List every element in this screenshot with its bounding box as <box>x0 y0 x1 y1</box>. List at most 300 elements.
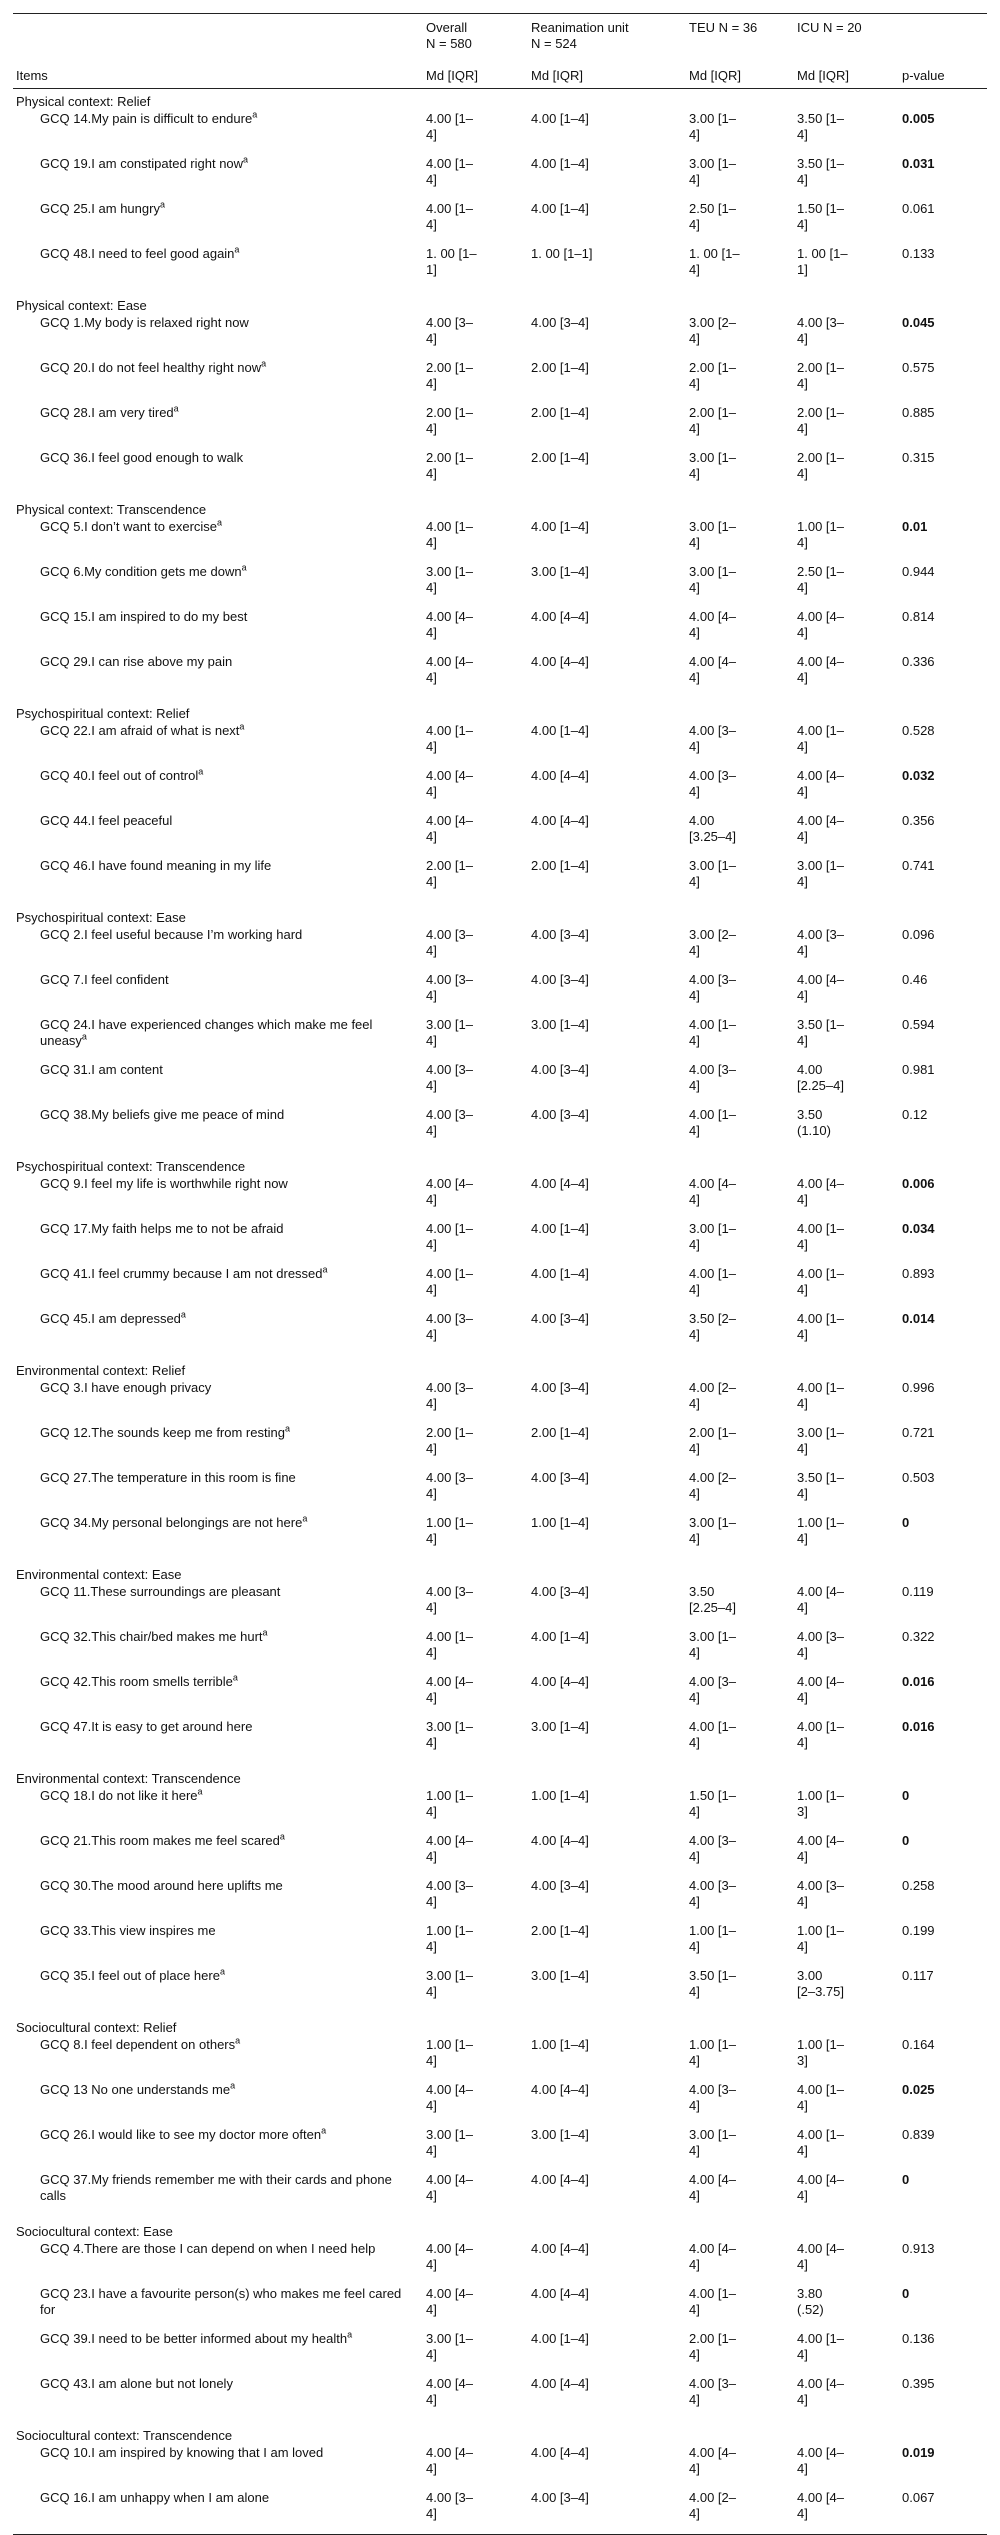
item-text: GCQ 33.This view inspires me <box>40 1923 216 1938</box>
icu-cell: 4.00 [2.25–4] <box>797 1062 844 1093</box>
item-cell <box>13 608 423 653</box>
item-text: GCQ 43.I am alone but not lonely <box>40 2376 233 2391</box>
reanimation-cell: 4.00 [3–4] <box>531 315 589 330</box>
p-value-cell: 0 <box>902 2172 910 2187</box>
item-cell <box>13 518 423 563</box>
table-row <box>13 1220 987 1265</box>
footnote-marker: a <box>159 199 165 210</box>
p-value-cell: 0.528 <box>902 723 935 738</box>
section-header-row <box>13 2216 987 2240</box>
footnote-marker: a <box>217 517 223 528</box>
footnote-marker: a <box>243 154 249 165</box>
overall-cell: 4.00 [1– 4] <box>426 723 473 754</box>
overall-cell: 4.00 [3– 4] <box>426 1062 473 1093</box>
teu-cell: 3.00 [1– 4] <box>689 111 736 142</box>
teu-cell: 4.00 [3.25–4] <box>689 813 736 844</box>
reanimation-cell: 4.00 [3–4] <box>531 1062 589 1077</box>
icu-cell: 4.00 [3– 4] <box>797 1629 844 1660</box>
overall-cell: 1.00 [1– 4] <box>426 2037 473 2068</box>
table-header <box>13 14 987 89</box>
item-text: GCQ 16.I am unhappy when I am alone <box>40 2490 270 2505</box>
item-cell <box>13 2375 423 2420</box>
item-cell <box>13 1424 423 1469</box>
reanimation-cell: 4.00 [3–4] <box>531 972 589 987</box>
item-text: GCQ 17.My faith helps me to not be afraid <box>40 1221 284 1236</box>
p-value-cell: 0.034 <box>902 1221 935 1236</box>
footnote-marker: a <box>230 2080 236 2091</box>
teu-cell: 3.50 [1– 4] <box>689 1968 736 1999</box>
footnote-marker: a <box>262 1627 268 1638</box>
section-title: Sociocultural context: Relief <box>16 2020 177 2035</box>
teu-cell: 4.00 [3– 4] <box>689 1062 736 1093</box>
table-row <box>13 971 987 1016</box>
overall-cell: 4.00 [3– 4] <box>426 1107 473 1138</box>
item-cell <box>13 2330 423 2375</box>
item-text: GCQ 26.I would like to see my doctor more often <box>40 2127 322 2142</box>
table-row <box>13 155 987 200</box>
item-cell <box>13 1175 423 1220</box>
icu-cell: 4.00 [4– 4] <box>797 2241 844 2272</box>
teu-cell: 4.00 [1– 4] <box>689 1017 736 1048</box>
table-body <box>13 89 987 2535</box>
icu-cell: 4.00 [4– 4] <box>797 972 844 1003</box>
table-row <box>13 722 987 767</box>
teu-cell: 4.00 [3– 4] <box>689 768 736 799</box>
overall-cell: 4.00 [4– 4] <box>426 1833 473 1864</box>
teu-cell: 4.00 [4– 4] <box>689 2241 736 2272</box>
item-text: GCQ 23.I have a favourite person(s) who makes me feel cared for <box>40 2286 402 2317</box>
p-value-cell: 0.12 <box>902 1107 928 1122</box>
reanimation-cell: 1.00 [1–4] <box>531 1788 589 1803</box>
overall-cell: 4.00 [3– 4] <box>423 2489 528 2535</box>
reanimation-cell: 2.00 [1–4] <box>531 360 589 375</box>
item-cell <box>13 971 423 1016</box>
icu-cell: 4.00 [4– 4] <box>797 2445 844 2476</box>
reanimation-cell: 4.00 [3–4] <box>531 1311 589 1326</box>
reanimation-cell: 4.00 [1–4] <box>531 111 589 126</box>
item-text: GCQ 9.I feel my life is worthwhile right now <box>40 1176 288 1191</box>
icu-cell: 1.00 [1– 3] <box>797 2037 844 2068</box>
item-cell <box>13 1220 423 1265</box>
overall-cell: 4.00 [4– 4] <box>426 609 473 640</box>
footnote-marker: a <box>197 1786 203 1797</box>
overall-cell: 4.00 [1– 4] <box>426 156 473 187</box>
teu-cell: 3.00 [1– 4] <box>689 1221 736 1252</box>
header-teu: TEU N = 36 <box>686 14 794 63</box>
icu-cell: 4.00 [3– 4] <box>797 1878 844 1909</box>
section-title: Physical context: Transcendence <box>16 502 207 517</box>
p-value-cell: 0.006 <box>902 1176 935 1191</box>
overall-cell: 4.00 [3– 4] <box>426 1311 473 1342</box>
overall-cell: 4.00 [3– 4] <box>426 1878 473 1909</box>
table-row <box>13 1379 987 1424</box>
overall-cell: 3.00 [1– 4] <box>426 1719 473 1750</box>
section-header-row <box>13 1763 987 1787</box>
p-value-cell: 0.067 <box>899 2489 987 2535</box>
p-value-cell: 0.014 <box>902 1311 935 1326</box>
item-cell <box>13 1265 423 1310</box>
reanimation-cell: 2.00 [1–4] <box>531 450 589 465</box>
footnote-marker: a <box>232 1672 238 1683</box>
overall-cell: 4.00 [1– 4] <box>426 111 473 142</box>
item-cell <box>13 2240 423 2285</box>
item-cell <box>13 1718 423 1763</box>
item-cell <box>13 155 423 200</box>
overall-cell: 3.00 [1– 4] <box>426 2331 473 2362</box>
teu-cell: 3.00 [1– 4] <box>689 1629 736 1660</box>
overall-cell: 4.00 [4– 4] <box>426 2445 473 2476</box>
teu-cell: 4.00 [4– 4] <box>689 609 736 640</box>
overall-cell: 3.00 [1– 4] <box>426 1017 473 1048</box>
icu-cell: 3.50 [1– 4] <box>797 111 844 142</box>
p-value-cell: 0.025 <box>902 2082 935 2097</box>
icu-cell: 4.00 [1– 4] <box>797 1221 844 1252</box>
reanimation-cell: 4.00 [4–4] <box>531 768 589 783</box>
icu-cell: 4.00 [1– 4] <box>797 2127 844 2158</box>
table-row <box>13 2126 987 2171</box>
item-text: GCQ 29.I can rise above my pain <box>40 654 233 669</box>
reanimation-cell: 2.00 [1–4] <box>531 1923 589 1938</box>
item-cell <box>13 812 423 857</box>
teu-cell: 4.00 [2– 4] <box>686 2489 794 2535</box>
p-value-cell: 0.996 <box>902 1380 935 1395</box>
p-value-cell: 0.741 <box>902 858 935 873</box>
icu-cell: 1.00 [1– 4] <box>797 1923 844 1954</box>
teu-cell: 1.00 [1– 4] <box>689 1923 736 1954</box>
icu-cell: 3.50 [1– 4] <box>797 156 844 187</box>
item-text: GCQ 41.I feel crummy because I am not dressed <box>40 1266 323 1281</box>
p-value-cell: 0.839 <box>902 2127 935 2142</box>
item-text: GCQ 32.This chair/bed makes me hurt <box>40 1629 263 1644</box>
overall-cell: 4.00 [4– 4] <box>426 654 473 685</box>
teu-cell: 4.00 [1– 4] <box>689 1266 736 1297</box>
table-row <box>13 2036 987 2081</box>
icu-cell: 4.00 [3– 4] <box>797 927 844 958</box>
icu-cell: 4.00 [1– 4] <box>797 723 844 754</box>
p-value-cell: 0.594 <box>902 1017 935 1032</box>
header-overall: Overall N = 580 <box>423 14 528 63</box>
reanimation-cell: 4.00 [1–4] <box>531 1629 589 1644</box>
section-header-row <box>13 1559 987 1583</box>
p-value-cell: 0.503 <box>902 1470 935 1485</box>
item-text: GCQ 8.I feel dependent on others <box>40 2037 236 2052</box>
item-cell <box>13 1106 423 1151</box>
footnote-marker: a <box>321 2125 327 2136</box>
item-text: GCQ 25.I am hungry <box>40 201 160 216</box>
section-header-row <box>13 698 987 722</box>
p-value-cell: 0.031 <box>902 156 935 171</box>
item-text: GCQ 13 No one understands me <box>40 2082 231 2097</box>
icu-cell: 1.00 [1– 4] <box>797 519 844 550</box>
overall-cell: 1.00 [1– 4] <box>426 1923 473 1954</box>
item-cell <box>13 1514 423 1559</box>
footnote-marker: a <box>173 403 179 414</box>
header-items: Items <box>13 62 423 89</box>
p-value-cell: 0.061 <box>902 201 935 216</box>
overall-cell: 2.00 [1– 4] <box>426 405 473 436</box>
teu-cell: 4.00 [3– 4] <box>689 2082 736 2113</box>
p-value-cell: 0.981 <box>902 1062 935 1077</box>
item-cell <box>13 1583 423 1628</box>
teu-cell: 4.00 [1– 4] <box>689 1107 736 1138</box>
table-row <box>13 926 987 971</box>
icu-cell: 4.00 [4– 4] <box>797 1176 844 1207</box>
item-text: GCQ 15.I am inspired to do my best <box>40 609 248 624</box>
reanimation-cell: 4.00 [4–4] <box>531 654 589 669</box>
icu-cell: 1.00 [1– 3] <box>797 1788 844 1819</box>
icu-cell: 4.00 [1– 4] <box>797 1311 844 1342</box>
footnote-marker: a <box>234 244 240 255</box>
item-cell <box>13 2081 423 2126</box>
table-row <box>13 1106 987 1151</box>
reanimation-cell: 4.00 [3–4] <box>531 1878 589 1893</box>
teu-cell: 4.00 [4– 4] <box>689 1176 736 1207</box>
section-title: Environmental context: Ease <box>16 1567 182 1582</box>
item-text: GCQ 20.I do not feel healthy right now <box>40 360 262 375</box>
icu-cell: 1. 00 [1– 1] <box>797 246 848 277</box>
table-row <box>13 404 987 449</box>
table-row <box>13 1265 987 1310</box>
table-row <box>13 767 987 812</box>
item-text: GCQ 36.I feel good enough to walk <box>40 450 244 465</box>
table-row <box>13 1877 987 1922</box>
gcq-results-table <box>13 13 987 2535</box>
reanimation-cell: 2.00 [1–4] <box>531 1425 589 1440</box>
table-row <box>13 2240 987 2285</box>
reanimation-cell: 2.00 [1–4] <box>531 858 589 873</box>
p-value-cell: 0.356 <box>902 813 935 828</box>
overall-cell: 3.00 [1– 4] <box>426 2127 473 2158</box>
overall-cell: 3.00 [1– 4] <box>426 1968 473 1999</box>
overall-cell: 4.00 [1– 4] <box>426 519 473 550</box>
item-text: GCQ 30.The mood around here uplifts me <box>40 1878 283 1893</box>
table-row <box>13 1469 987 1514</box>
item-cell <box>13 1628 423 1673</box>
teu-cell: 3.00 [1– 4] <box>689 858 736 889</box>
icu-cell: 2.00 [1– 4] <box>797 405 844 436</box>
p-value-cell: 0.336 <box>902 654 935 669</box>
reanimation-cell: 4.00 [1–4] <box>531 156 589 171</box>
footnote-marker: a <box>261 358 267 369</box>
reanimation-cell: 4.00 [3–4] <box>528 2489 686 2535</box>
icu-cell: 4.00 [4– 4] <box>797 1674 844 1705</box>
header-md-reanimation: Md [IQR] <box>528 62 686 89</box>
footnote-marker: a <box>252 109 258 120</box>
overall-cell: 4.00 [3– 4] <box>426 1584 473 1615</box>
table-row <box>13 110 987 155</box>
section-title: Environmental context: Transcendence <box>16 1771 241 1786</box>
overall-cell: 4.00 [3– 4] <box>426 927 473 958</box>
teu-cell: 4.00 [3– 4] <box>689 1878 736 1909</box>
teu-cell: 4.00 [3– 4] <box>689 723 736 754</box>
header-reanimation: Reanimation unit N = 524 <box>528 14 686 63</box>
item-cell <box>13 563 423 608</box>
overall-cell: 1.00 [1– 4] <box>426 1788 473 1819</box>
p-value-cell: 0.315 <box>902 450 935 465</box>
item-text: GCQ 7.I feel confident <box>40 972 169 987</box>
reanimation-cell: 4.00 [1–4] <box>531 2331 589 2346</box>
reanimation-cell: 3.00 [1–4] <box>531 564 589 579</box>
p-value-cell: 0.885 <box>902 405 935 420</box>
footnote-marker: a <box>279 1831 285 1842</box>
overall-cell: 4.00 [4– 4] <box>426 768 473 799</box>
table-row <box>13 359 987 404</box>
overall-cell: 4.00 [3– 4] <box>426 1380 473 1411</box>
reanimation-cell: 4.00 [1–4] <box>531 201 589 216</box>
item-cell <box>13 1469 423 1514</box>
table-row <box>13 1310 987 1355</box>
overall-cell: 4.00 [4– 4] <box>426 2286 473 2317</box>
p-value-cell: 0 <box>902 1788 910 1803</box>
item-cell <box>13 1061 423 1106</box>
icu-cell: 3.00 [1– 4] <box>797 1425 844 1456</box>
teu-cell: 3.00 [1– 4] <box>689 156 736 187</box>
overall-cell: 4.00 [4– 4] <box>426 1674 473 1705</box>
icu-cell: 1.00 [1– 4] <box>797 1515 844 1546</box>
icu-cell: 3.50 (1.10) <box>797 1107 831 1138</box>
table-row <box>13 1628 987 1673</box>
item-cell <box>13 2036 423 2081</box>
item-cell <box>13 926 423 971</box>
header-icu: ICU N = 20 <box>794 14 899 63</box>
overall-cell: 3.00 [1– 4] <box>426 564 473 595</box>
item-cell <box>13 767 423 812</box>
reanimation-cell: 4.00 [4–4] <box>531 2286 589 2301</box>
icu-cell: 4.00 [1– 4] <box>797 2082 844 2113</box>
item-cell <box>13 1922 423 1967</box>
results-table-container <box>13 13 987 2535</box>
reanimation-cell: 4.00 [4–4] <box>531 2082 589 2097</box>
section-title: Physical context: Relief <box>16 94 151 109</box>
section-header-row <box>13 902 987 926</box>
teu-cell: 3.50 [2.25–4] <box>689 1584 736 1615</box>
teu-cell: 1. 00 [1– 4] <box>689 246 740 277</box>
section-header-row <box>13 290 987 314</box>
table-row <box>13 563 987 608</box>
section-header-row <box>13 89 987 111</box>
teu-cell: 3.00 [1– 4] <box>689 450 736 481</box>
overall-cell: 4.00 [1– 4] <box>426 1629 473 1660</box>
icu-cell: 2.00 [1– 4] <box>797 360 844 391</box>
teu-cell: 2.00 [1– 4] <box>689 360 736 391</box>
reanimation-cell: 4.00 [3–4] <box>531 1470 589 1485</box>
table-row <box>13 608 987 653</box>
table-row <box>13 1718 987 1763</box>
header-blank <box>13 14 423 63</box>
reanimation-cell: 4.00 [4–4] <box>531 813 589 828</box>
table-row <box>13 1016 987 1061</box>
p-value-cell: 0.164 <box>902 2037 935 2052</box>
overall-cell: 4.00 [4– 4] <box>426 2172 473 2203</box>
p-value-cell: 0 <box>902 2286 910 2301</box>
table-row <box>13 1673 987 1718</box>
reanimation-cell: 4.00 [4–4] <box>531 1674 589 1689</box>
item-text: GCQ 44.I feel peaceful <box>40 813 173 828</box>
icu-cell: 2.00 [1– 4] <box>797 450 844 481</box>
overall-cell: 1.00 [1– 4] <box>426 1515 473 1546</box>
reanimation-cell: 4.00 [1–4] <box>531 1221 589 1236</box>
header-md-icu: Md [IQR] <box>794 62 899 89</box>
teu-cell: 4.00 [2– 4] <box>689 1470 736 1501</box>
reanimation-cell: 4.00 [4–4] <box>531 2445 589 2460</box>
icu-cell: 3.50 [1– 4] <box>797 1470 844 1501</box>
item-text: GCQ 27.The temperature in this room is fine <box>40 1470 296 1485</box>
reanimation-cell: 4.00 [4–4] <box>531 1833 589 1848</box>
overall-cell: 4.00 [3– 4] <box>426 972 473 1003</box>
reanimation-cell: 4.00 [4–4] <box>531 1176 589 1191</box>
overall-cell: 1. 00 [1– 1] <box>426 246 477 277</box>
footnote-marker: a <box>322 1264 328 1275</box>
table-row <box>13 1787 987 1832</box>
p-value-cell: 0.032 <box>902 768 935 783</box>
reanimation-cell: 4.00 [1–4] <box>531 723 589 738</box>
item-text: GCQ 14.My pain is difficult to endure <box>40 111 253 126</box>
overall-cell: 2.00 [1– 4] <box>426 360 473 391</box>
item-cell <box>13 110 423 155</box>
overall-cell: 4.00 [3– 4] <box>426 1470 473 1501</box>
table-row <box>13 1832 987 1877</box>
p-value-cell: 0 <box>902 1515 910 1530</box>
table-row <box>13 1424 987 1469</box>
teu-cell: 4.00 [2– 4] <box>689 1380 736 1411</box>
table-row <box>13 2171 987 2216</box>
table-row <box>13 1922 987 1967</box>
footnote-marker: a <box>219 1966 225 1977</box>
item-cell <box>13 2444 423 2489</box>
p-value-cell: 0.893 <box>902 1266 935 1281</box>
table-row <box>13 1583 987 1628</box>
item-cell <box>13 1016 423 1061</box>
p-value-cell: 0.199 <box>902 1923 935 1938</box>
item-cell <box>13 359 423 404</box>
overall-cell: 4.00 [1– 4] <box>426 201 473 232</box>
p-value-cell: 0.133 <box>902 246 935 261</box>
table-row <box>13 2285 987 2330</box>
overall-cell: 2.00 [1– 4] <box>426 858 473 889</box>
item-text: GCQ 22.I am afraid of what is next <box>40 723 240 738</box>
section-title: Psychospiritual context: Ease <box>16 910 186 925</box>
item-cell <box>13 2126 423 2171</box>
item-text: GCQ 4.There are those I can depend on when I need help <box>40 2241 376 2256</box>
reanimation-cell: 1.00 [1–4] <box>531 1515 589 1530</box>
overall-cell: 4.00 [4– 4] <box>426 2082 473 2113</box>
reanimation-cell: 4.00 [4–4] <box>531 609 589 624</box>
section-header-row <box>13 1355 987 1379</box>
icu-cell: 4.00 [4– 4] <box>797 654 844 685</box>
teu-cell: 3.00 [1– 4] <box>689 2127 736 2158</box>
reanimation-cell: 3.00 [1–4] <box>531 2127 589 2142</box>
icu-cell: 2.50 [1– 4] <box>797 564 844 595</box>
footnote-marker: a <box>241 562 247 573</box>
p-value-cell: 0.005 <box>902 111 935 126</box>
teu-cell: 2.00 [1– 4] <box>689 2331 736 2362</box>
header-pvalue: p-value <box>899 62 987 89</box>
section-header-row <box>13 494 987 518</box>
teu-cell: 4.00 [1– 4] <box>689 2286 736 2317</box>
p-value-cell: 0.117 <box>902 1968 934 1983</box>
item-text: GCQ 31.I am content <box>40 1062 163 1077</box>
table-row <box>13 857 987 902</box>
item-cell <box>13 653 423 698</box>
item-cell <box>13 857 423 902</box>
icu-cell: 4.00 [4– 4] <box>794 2489 899 2535</box>
p-value-cell: 0.944 <box>902 564 935 579</box>
item-text: GCQ 1.My body is relaxed right now <box>40 315 249 330</box>
p-value-cell: 0.913 <box>902 2241 935 2256</box>
p-value-cell: 0.46 <box>902 972 928 987</box>
table-row <box>13 653 987 698</box>
section-title: Sociocultural context: Transcendence <box>16 2428 233 2443</box>
